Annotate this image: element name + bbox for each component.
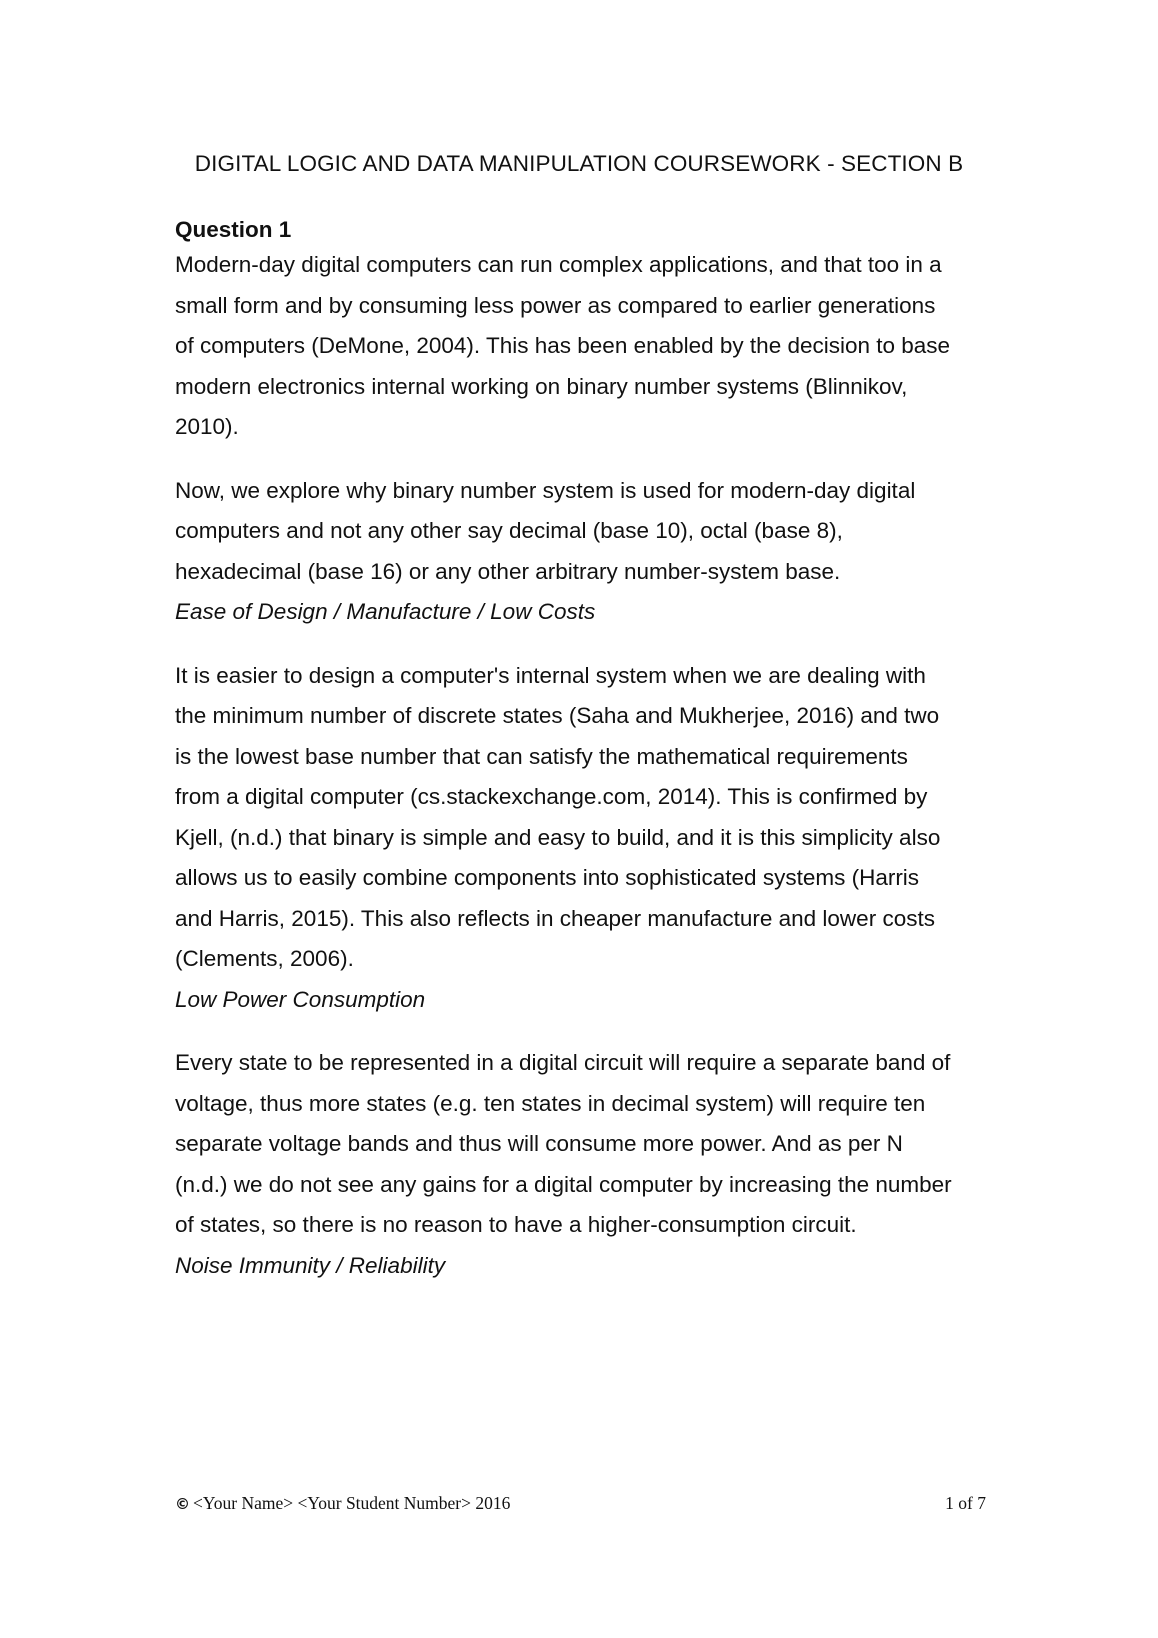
paragraph-line: (n.d.) we do not see any gains for a digital computer by increasing the number: [175, 1171, 952, 1197]
subheading-low-power: Low Power Consumption: [175, 986, 426, 1012]
subheading-noise-immunity: Noise Immunity / Reliability: [175, 1252, 446, 1278]
copyright-icon: ©: [175, 1495, 190, 1513]
paragraph-line: Now, we explore why binary number system is used for modern-day digital: [175, 477, 916, 503]
subheading-ease-of-design: Ease of Design / Manufacture / Low Costs: [175, 599, 596, 624]
copyright-text: <Your Name> <Your Student Number> 2016: [193, 1493, 511, 1513]
paragraph-explore: [175, 471, 985, 593]
paragraph-line: separate voltage bands and thus will consume more power. And as per N: [175, 1131, 903, 1156]
paragraph-line: of states, so there is no reason to have a higher-consumption circuit.: [175, 1212, 857, 1237]
paragraph-intro: [175, 245, 985, 448]
paragraph-line: is the lowest base number that can satisfy the mathematical requirements: [175, 743, 908, 769]
document-title: DIGITAL LOGIC AND DATA MANIPULATION COURSEWORK - SECTION B: [194, 151, 964, 176]
paragraph-line: computers and not any other say decimal (base 10), octal (base 8),: [175, 518, 843, 543]
paragraph-low-power: [175, 1043, 985, 1246]
page-number: 1 of 7: [945, 1493, 986, 1513]
paragraph-line: hexadecimal (base 16) or any other arbitrary number-system base.: [175, 558, 841, 584]
paragraph-line: allows us to easily combine components into sophisticated systems (Harris: [175, 865, 920, 890]
paragraph-line: (Clements, 2006).: [175, 946, 354, 971]
paragraph-line: of computers (DeMone, 2004). This has been enabled by the decision to base: [175, 333, 951, 358]
footer-copyright: [175, 1492, 510, 1515]
paragraph-line: and Harris, 2015). This also reflects in cheaper manufacture and lower costs: [175, 905, 935, 931]
paragraph-ease-of-design: [175, 656, 985, 980]
paragraph-line: 2010).: [175, 414, 239, 439]
paragraph-line: small form and by consuming less power as compared to earlier generations: [175, 292, 936, 318]
paragraph-line: the minimum number of discrete states (Saha and Mukherjee, 2016) and two: [175, 703, 940, 728]
paragraph-line: It is easier to design a computer's internal system when we are dealing with: [175, 662, 926, 688]
paragraph-line: Every state to be represented in a digital circuit will require a separate band of: [175, 1050, 951, 1075]
paragraph-line: voltage, thus more states (e.g. ten states in decimal system) will require ten: [175, 1090, 926, 1116]
paragraph-line: from a digital computer (cs.stackexchange.com, 2014). This is confirmed by: [175, 784, 928, 809]
paragraph-line: modern electronics internal working on binary number systems (Blinnikov,: [175, 373, 908, 399]
paragraph-line: Kjell, (n.d.) that binary is simple and easy to build, and it is this simplicity also: [175, 824, 941, 850]
paragraph-line: Modern-day digital computers can run complex applications, and that too in a: [175, 252, 942, 277]
question-heading: Question 1: [175, 217, 292, 242]
document-body: [175, 215, 985, 1286]
